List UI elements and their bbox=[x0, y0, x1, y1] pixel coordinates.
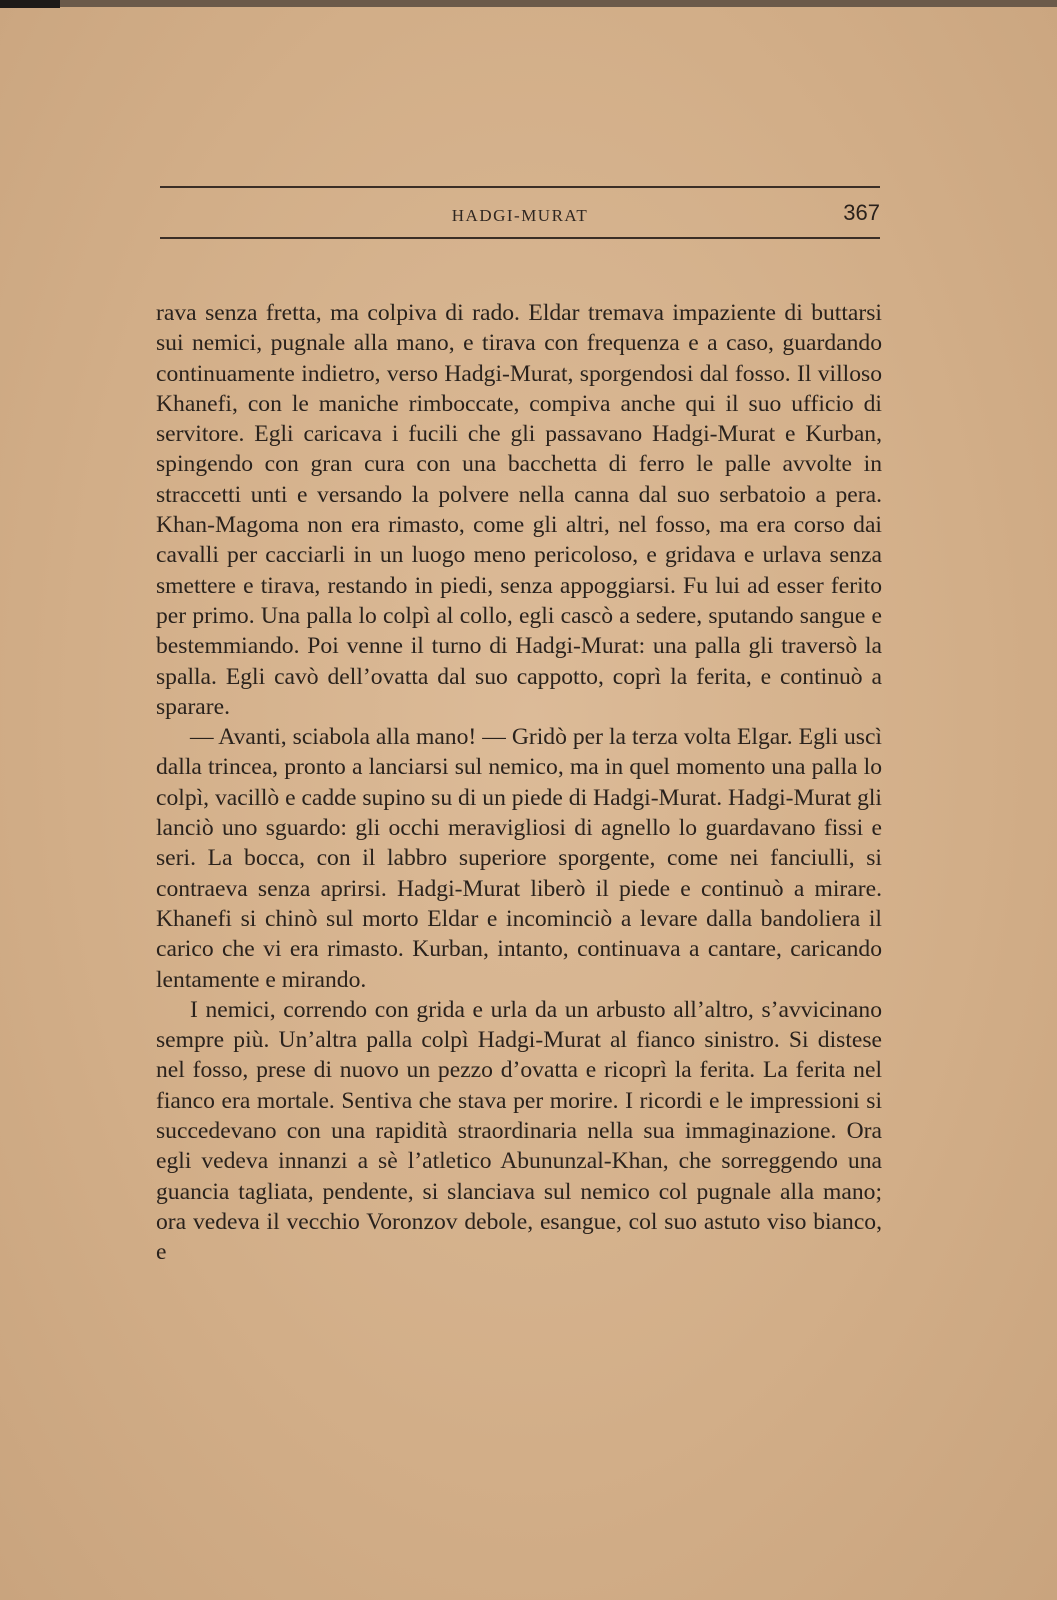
page-corner-shadow bbox=[0, 0, 60, 8]
running-head-title: HADGI-MURAT bbox=[451, 206, 589, 225]
header-rule-top bbox=[160, 186, 880, 188]
paragraph-3: I nemici, correndo con grida e urla da un arbusto all’altro, s’avvicinano sempre più. Un’altra palla colpì Hadgi-Murat al fianco sinistro. Si distese nel fosso, prese di nuovo un pezzo d’ovatta e ricoprì la ferita. La ferita nel fianco era mortale. Sentiva che stava per morire. I ricordi e le impressioni si succedevano con una rapidità straordinaria nella sua immaginazione. Ora egli vedeva innanzi a sè l’atletico Abununzal-Khan, che sorreggendo una guancia tagliata, pendente, si slanciava sul nemico col pugnale alla mano; ora vedeva il vecchio Voronzov debole, esangue, col suo astuto viso bianco, e bbox=[156, 996, 882, 1266]
page-top-edge bbox=[0, 0, 1057, 7]
paragraph-2: — Avanti, sciabola alla mano! — Gridò per la terza volta Elgar. Egli uscì dalla trincea, pronto a lanciarsi sul nemico, ma in quel momento una palla lo colpì, vacillò e cadde supino su di un piede di Hadgi-Murat. Hadgi-Murat gli lanciò uno sguardo: gli occhi meravigliosi di agnello lo guardavano fissi e seri. La bocca, con il labbro superiore sporgente, come nei fanciulli, si contraeva senza aprirsi. Hadgi-Murat liberò il piede e continuò a mirare. Khanefi si chinò sul morto Eldar e incominciò a levare dalla bandoliera il carico che vi era rimasto. Kurban, intanto, continuava a cantare, caricando lentamente e mirando. bbox=[156, 724, 882, 993]
header-rule-bottom bbox=[160, 237, 880, 239]
page-number: 367 bbox=[843, 200, 880, 225]
running-head bbox=[160, 200, 880, 232]
paragraph-1: rava senza fretta, ma colpiva di rado. Eldar tremava impaziente di buttarsi sui nemici, pugnale alla mano, e tirava con frequenza e a caso, guardando continuamente indietro, verso Hadgi-Murat, sporgendosi dal fosso. Il villoso Khanefi, con le maniche rimboccate, compiva anche qui il suo ufficio di servitore. Egli caricava i fucili che gli passavano Hadgi-Murat e Kurban, spingendo con gran cura con una bacchetta di ferro le palle avvolte in straccetti unti e versando la polvere nella canna dal suo serbatoio a pera. Khan-Magoma non era rimasto, come gli altri, nel fosso, ma era corso dai cavalli per cacciarli in un luogo meno pericoloso, e gridava e urlava senza smettere e tirava, restando in piedi, senza appoggiarsi. Fu lui ad esser ferito per primo. Una palla lo colpì al collo, egli cascò a sedere, sputando sangue e bestemmiando. Poi venne il turno di Hadgi-Murat: una palla gli traversò la spalla. Egli cavò dell’ovatta dal suo cappotto, coprì la ferita, e continuò a sparare. bbox=[156, 300, 882, 720]
body-text bbox=[156, 298, 882, 1268]
